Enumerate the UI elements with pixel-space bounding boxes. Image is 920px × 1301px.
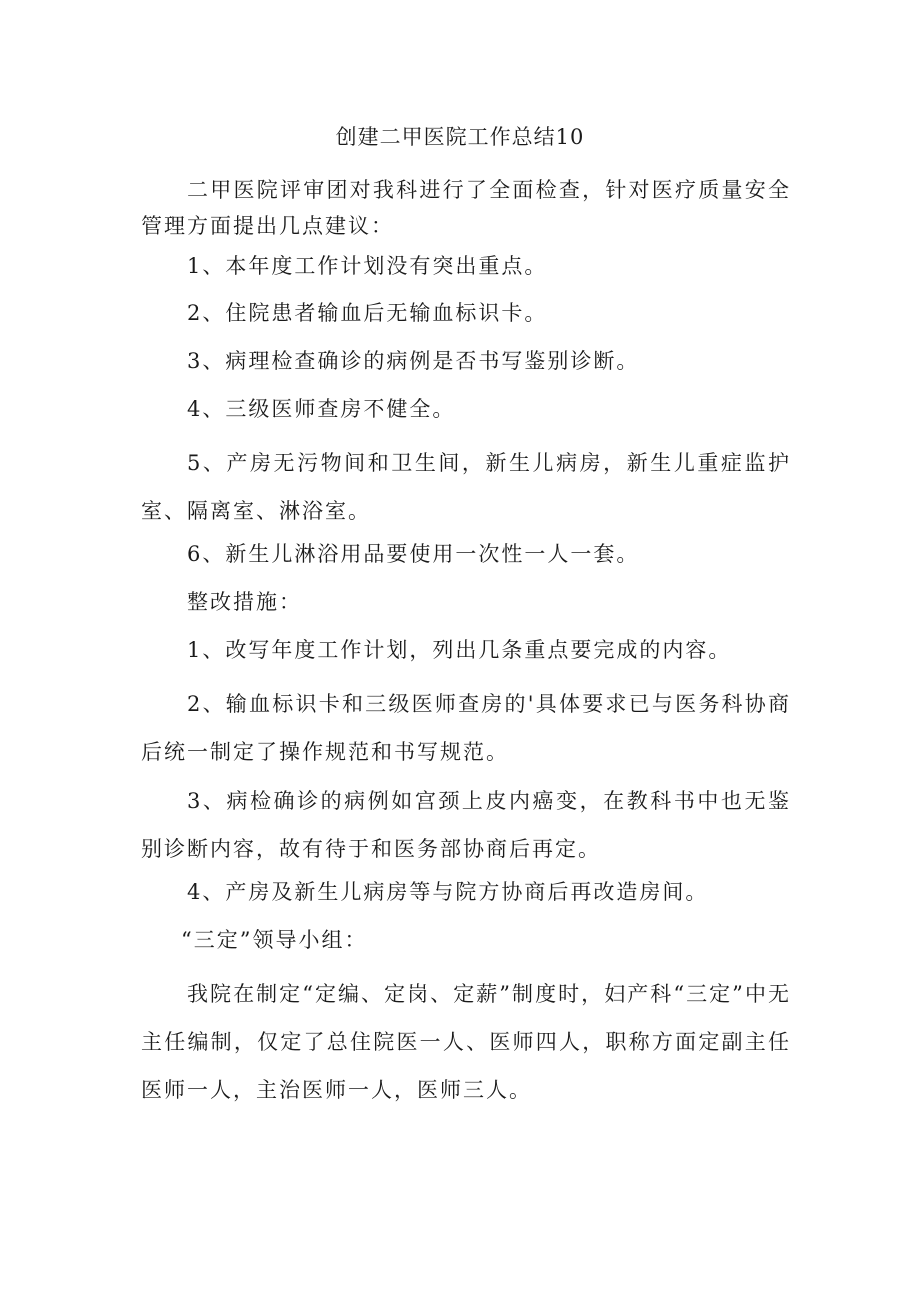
paragraph-suggestion-5: 5、产房无污物间和卫生间，新生儿病房，新生儿重症监护室、隔离室、淋浴室。 <box>141 451 791 523</box>
paragraph-suggestion-2: 2、住院患者输血后无输血标识卡。 <box>187 301 548 325</box>
paragraph-measure-1: 1、改写年度工作计划，列出几条重点要完成的内容。 <box>187 638 732 662</box>
document-title: 创建二甲医院工作总结10 <box>335 125 585 149</box>
paragraph-suggestion-4: 4、三级医师查房不健全。 <box>187 397 456 421</box>
paragraph-intro: 二甲医院评审团对我科进行了全面检查，针对医疗质量安全管理方面提出几点建议： <box>141 178 791 238</box>
paragraph-measure-4: 4、产房及新生儿病房等与院方协商后再改造房间。 <box>187 880 709 904</box>
paragraph-suggestion-1: 1、本年度工作计划没有突出重点。 <box>187 254 548 278</box>
paragraph-suggestion-6: 6、新生儿淋浴用品要使用一次性一人一套。 <box>187 542 640 566</box>
paragraph-rectification-heading: 整改措施： <box>187 590 302 614</box>
paragraph-measure-3: 3、病检确诊的病例如宫颈上皮内癌变，在教科书中也无鉴别诊断内容，故有待于和医务部协商后再定。 <box>141 789 791 861</box>
paragraph-measure-2: 2、输血标识卡和三级医师查房的'具体要求已与医务科协商后统一制定了操作规范和书写规范。 <box>141 692 791 764</box>
paragraph-sanding-body: 我院在制定“定编、定岗、定薪”制度时，妇产科“三定”中无主任编制，仅定了总住院医一人、医师四人，职称方面定副主任医师一人，主治医师一人，医师三人。 <box>141 982 791 1102</box>
paragraph-suggestion-3: 3、病理检查确诊的病例是否书写鉴别诊断。 <box>187 349 640 373</box>
paragraph-sanding-heading: “三定”领导小组： <box>181 928 368 952</box>
